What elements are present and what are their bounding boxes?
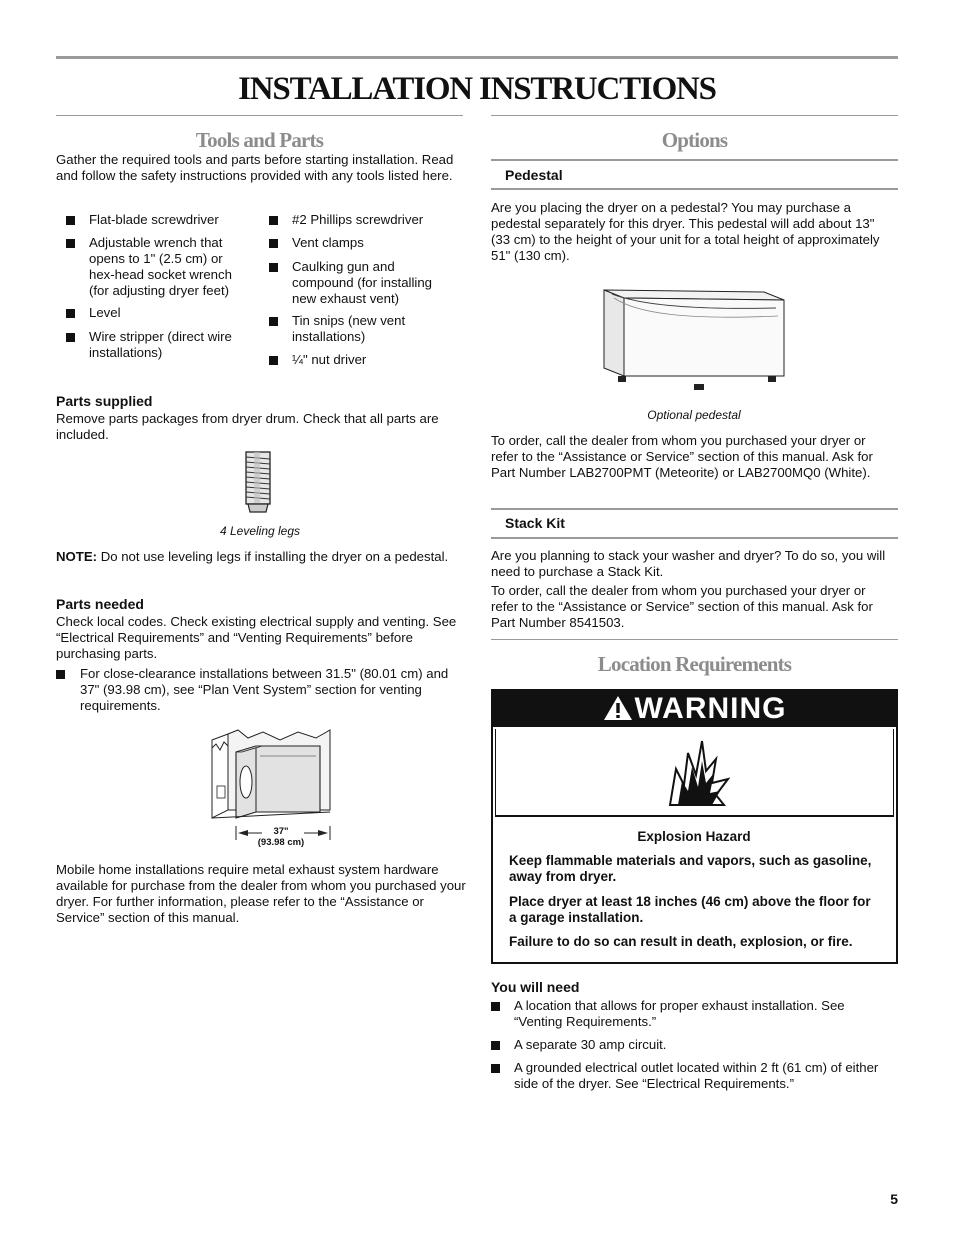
- tools-intro: Gather the required tools and parts before starting installation. Read and follow the safety instructions provided with any tools listed here.: [56, 152, 454, 183]
- bullet-icon: [56, 670, 65, 679]
- warning-label: WARNING: [634, 692, 787, 725]
- tools-parts-heading: Tools and Parts: [195, 128, 324, 152]
- pedestal-rule-top: [491, 159, 898, 161]
- pedestal-heading: Pedestal: [505, 167, 563, 183]
- warning-line: Place dryer at least 18 inches (46 cm) above the floor for a garage installation.: [509, 894, 871, 925]
- page-number: 5: [890, 1191, 898, 1207]
- warning-title: Explosion Hazard: [637, 829, 751, 844]
- note-text: Do not use leveling legs if installing the dryer on a pedestal.: [97, 549, 449, 564]
- warning-image-area: [495, 729, 894, 817]
- bullet-icon: [66, 239, 75, 248]
- pedestal-caption: Optional pedestal: [647, 408, 741, 422]
- pedestal-text: Are you placing the dryer on a pedestal? You may purchase a pedestal separately for this dryer. This pedestal will add about 13" (33 cm) to the height of your unit for a total height of approximately 51" (130 cm).: [491, 200, 880, 263]
- dimension-label: [236, 826, 326, 848]
- mobile-home-text: Mobile home installations require metal exhaust system hardware available for purchase from the dealer from whom you purchased your dryer. For further information, please refer to the “Assistance or Service” section of this manual.: [56, 862, 466, 925]
- warning-line: Keep flammable materials and vapors, such as gasoline, away from dryer.: [509, 853, 872, 884]
- bullet-icon: [66, 309, 75, 318]
- stack-order-text: To order, call the dealer from whom you purchased your dryer or refer to the “Assistance or Service” section of this manual. Ask for Part Number 8541503.: [491, 583, 873, 630]
- stack-kit-heading: Stack Kit: [505, 515, 565, 531]
- leveling-legs-caption: 4 Leveling legs: [219, 524, 301, 538]
- bullet-icon: [269, 356, 278, 365]
- stack-rule-bottom: [491, 537, 898, 539]
- bullet-icon: [491, 1041, 500, 1050]
- right-section-rule: [491, 115, 898, 116]
- location-rule: [491, 639, 898, 640]
- explosion-icon: [666, 739, 730, 807]
- pedestal-order-text: To order, call the dealer from whom you purchased your dryer or refer to the “Assistance or Service” section of this manual. Ask for Part Number LAB2700PMT (Meteorite) or LAB2700MQ0 (White).: [491, 433, 873, 480]
- note-label: NOTE:: [56, 549, 98, 564]
- top-rule: [56, 56, 898, 59]
- left-section-rule: [56, 115, 463, 116]
- warning-line: Failure to do so can result in death, explosion, or fire.: [509, 934, 853, 949]
- stack-rule-top: [491, 508, 898, 510]
- parts-needed-text: Check local codes. Check existing electrical supply and venting. See “Electrical Requirements” and “Venting Requirements” before purchasing parts.: [56, 614, 457, 661]
- bullet-icon: [66, 216, 75, 225]
- you-will-need-heading: You will need: [491, 979, 580, 995]
- parts-supplied-text: Remove parts packages from dryer drum. Check that all parts are included.: [56, 411, 439, 442]
- pedestal-rule-bottom: [491, 188, 898, 190]
- note-paragraph: [56, 549, 456, 565]
- options-heading: Options: [661, 128, 728, 152]
- bullet-icon: [269, 239, 278, 248]
- parts-supplied-heading: Parts supplied: [56, 393, 153, 409]
- leveling-leg-illustration: [240, 448, 276, 516]
- dimension-cm: (93.98 cm): [257, 837, 305, 848]
- pedestal-illustration: [598, 284, 788, 394]
- bullet-icon: [269, 263, 278, 272]
- warning-box: [491, 689, 898, 964]
- bullet-icon: [491, 1064, 500, 1073]
- warning-bar: [493, 691, 896, 727]
- stack-kit-text: Are you planning to stack your washer and dryer? To do so, you will need to purchase a Stack Kit.: [491, 548, 886, 579]
- page-title: INSTALLATION INSTRUCTIONS: [238, 71, 716, 107]
- parts-needed-heading: Parts needed: [56, 596, 144, 612]
- bullet-icon: [66, 333, 75, 342]
- location-requirements-heading: Location Requirements: [597, 652, 792, 676]
- dimension-inches: 37": [273, 826, 289, 837]
- bullet-icon: [269, 317, 278, 326]
- bullet-icon: [491, 1002, 500, 1011]
- bullet-icon: [269, 216, 278, 225]
- warning-triangle-icon: [603, 695, 633, 721]
